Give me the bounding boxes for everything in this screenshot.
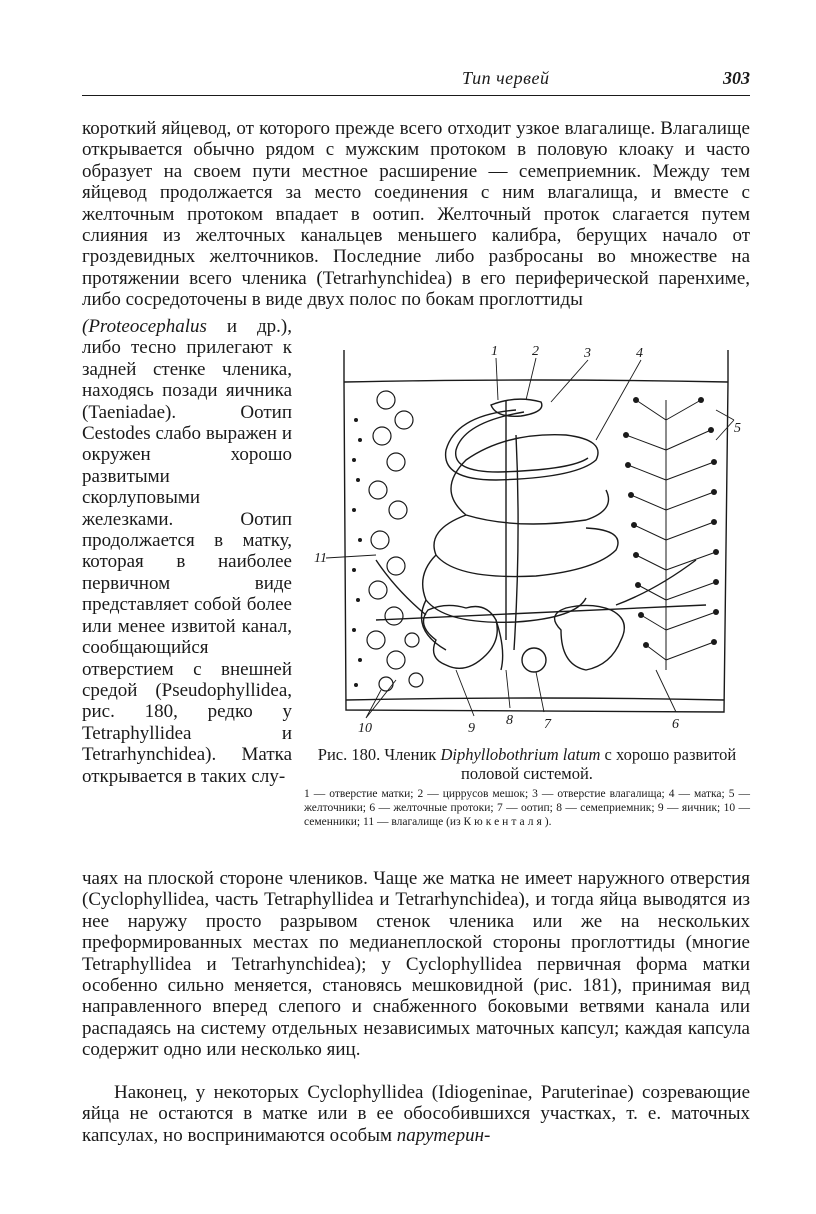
label-5: 5 <box>734 421 741 436</box>
caption-title <box>304 745 750 783</box>
paragraph-3-term: парутерин- <box>396 1124 491 1146</box>
paragraph-3-text <box>82 1082 750 1146</box>
label-2: 2 <box>532 344 539 359</box>
paragraph-2-text: чаях на плоской стороне члеников. Чаще же матка не имеет наружного отверстия (Cyclophyllidea, часть Tetraphyllidea и Tetrarhynchidea), и тогда яйца выводятся из нее наружу просто разрывом стенок членика или же на нескольких преформированных местах по медианеплоской стороны проглоттиды (многие Tetraphyllidea и Tetrarhynchidea); у Cyclophyllidea первичная форма матки особенно сильно меняется, становясь мешковидной (рис. 181), принимая вид направленного вперед слепого и снабженного боковыми ветвями канала или распадаясь на систему отдельных независимых маточных капсул; каждая капсула содержит одно или несколько яиц. <box>82 868 750 1061</box>
genus-name: (Proteocephalus <box>82 316 207 337</box>
paragraph-1-continuation <box>82 316 292 787</box>
paragraph-3-body: Наконец, у некоторых Cyclophyllidea (Idiogeninae, Paruterinae) созревающие яйца не остаются в матке или в ее обособившихся участках, т. е. маточных капсулах, но воспринимаются особым <box>82 1082 750 1146</box>
label-9: 9 <box>468 721 475 736</box>
paragraph-1-continuation-text <box>82 316 292 787</box>
label-3: 3 <box>584 346 591 361</box>
page-number: 303 <box>723 68 750 88</box>
running-header <box>82 68 750 96</box>
label-8: 8 <box>506 713 513 728</box>
caption-legend <box>304 787 750 829</box>
figure-180 <box>316 340 746 740</box>
proglottid-illustration <box>316 340 746 740</box>
paragraph-2 <box>82 868 750 1061</box>
caption-species: Diphyllobothrium latum <box>440 745 601 764</box>
paragraph-3 <box>82 1082 750 1146</box>
paragraph-1 <box>82 118 750 311</box>
label-11: 11 <box>314 551 327 566</box>
continuation-text: и др.), либо тесно прилегают к задней стенке членика, находясь позади яичника (Taeniadae). Оотип Cestodes слабо выражен и окружен хорошо развитыми скорлуповыми железками. Оотип продолжается в матку, которая в наиболее первичном виде представляет собой более или менее извитой канал, сообщающийся отверстием с внешней средой (Pseudophyllidea, рис. 180, редко у Tetraphyllidea и Tetrarhynchidea). Матка открывается в таких слу- <box>82 316 292 787</box>
chapter-title: Тип червей <box>462 68 550 88</box>
label-10: 10 <box>358 721 372 736</box>
caption-prefix: Рис. 180. Членик <box>317 745 437 764</box>
label-1: 1 <box>491 344 498 359</box>
legend-end: ). <box>544 816 552 828</box>
legend-author: Кюкенталя <box>463 816 545 828</box>
caption-suffix: с хорошо развитой половой системой. <box>461 745 737 783</box>
header-rule <box>82 95 750 96</box>
label-4: 4 <box>636 346 643 361</box>
label-6: 6 <box>672 717 679 732</box>
figure-caption <box>304 745 750 829</box>
label-7: 7 <box>544 717 551 732</box>
legend-text: 1 — отверстие матки; 2 — циррусов мешок; 3 — отверстие влагалища; 4 — матка; 5 — желточники; 6 — желточные протоки; 7 — оотип; 8 — семеприемник; 9 — яичник; 10 — семенники; 11 — влагалище (из <box>304 788 750 828</box>
paragraph-1-text: короткий яйцевод, от которого прежде всего отходит узкое влагалище. Влагалище открывается обычно рядом с мужским протоком в половую клоаку и часто образует на своем пути местное расширение — семеприемник. Между тем яйцевод продолжается за место соединения с ним влагалища, и вместе с желточным протоком впадает в оотип. Желточный проток слагается путем слияния из желточных канальцев меньшего калибра, берущих начало от гроздевидных желточников. Последние либо разбросаны во множестве на протяжении всего членика (Tetrarhynchidea) в его периферической паренхиме, либо сосредоточены в виде двух полос по бокам проглоттиды <box>82 118 750 311</box>
